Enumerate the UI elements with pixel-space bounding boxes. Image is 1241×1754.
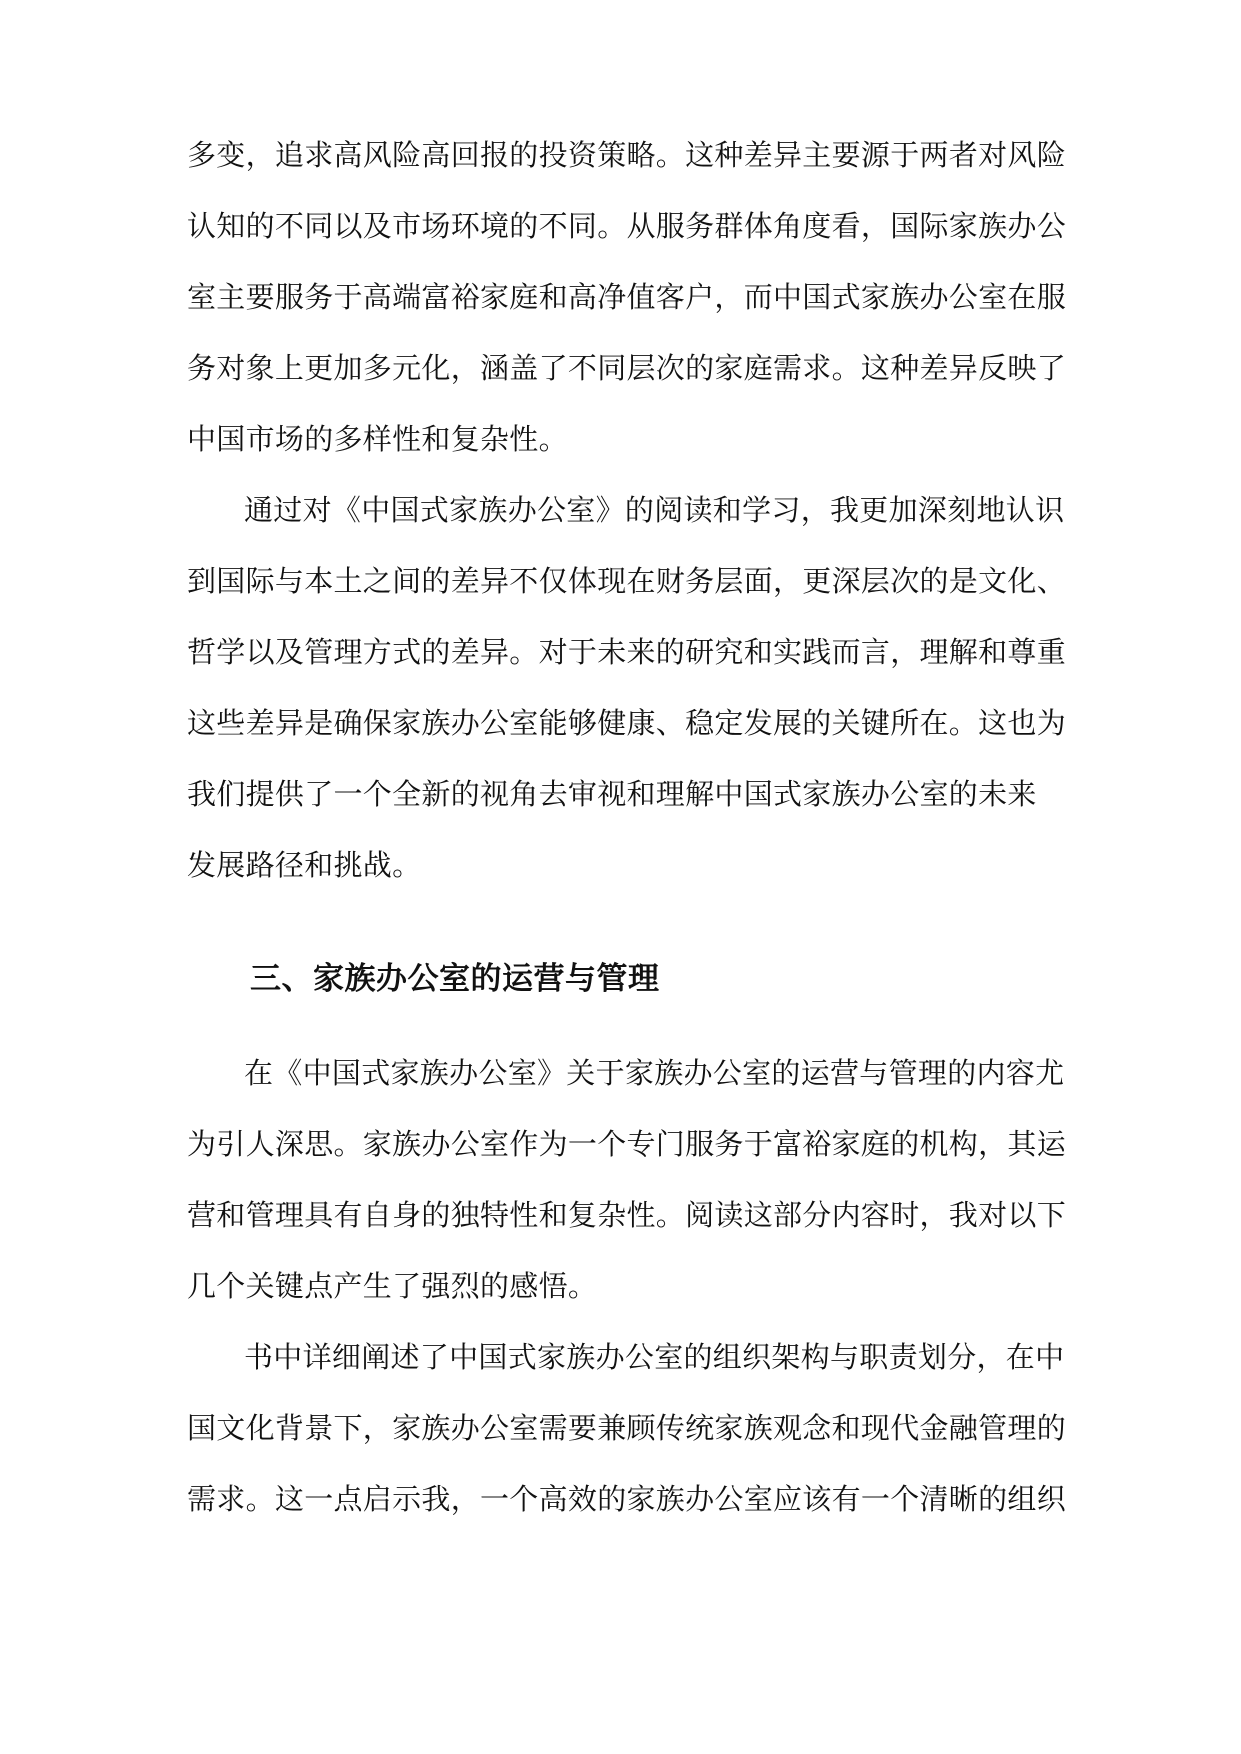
paragraph-line: 到国际与本土之间的差异不仅体现在财务层面，更深层次的是文化、 <box>187 564 1067 598</box>
paragraph-line: 这些差异是确保家族办公室能够健康、稳定发展的关键所在。这也为 <box>187 706 1067 740</box>
paragraph-line: 为引人深思。家族办公室作为一个专门服务于富裕家庭的机构，其运 <box>187 1127 1067 1161</box>
paragraph-line: 认知的不同以及市场环境的不同。从服务群体角度看，国际家族办公 <box>187 209 1067 243</box>
paragraph-line: 国文化背景下，家族办公室需要兼顾传统家族观念和现代金融管理的 <box>187 1411 1067 1445</box>
paragraph-line: 中国市场的多样性和复杂性。 <box>187 422 568 456</box>
section-heading: 三、家族办公室的运营与管理 <box>250 961 660 997</box>
paragraph-line: 室主要服务于高端富裕家庭和高净值客户，而中国式家族办公室在服 <box>187 280 1067 314</box>
paragraph-line: 在《中国式家族办公室》关于家族办公室的运营与管理的内容尤 <box>244 1056 1065 1090</box>
paragraph-line: 多变，追求高风险高回报的投资策略。这种差异主要源于两者对风险 <box>187 138 1067 172</box>
paragraph-line: 需求。这一点启示我，一个高效的家族办公室应该有一个清晰的组织 <box>187 1482 1067 1516</box>
paragraph-line: 书中详细阐述了中国式家族办公室的组织架构与职责划分，在中 <box>244 1340 1065 1374</box>
paragraph-line: 营和管理具有自身的独特性和复杂性。阅读这部分内容时，我对以下 <box>187 1198 1067 1232</box>
paragraph-line: 通过对《中国式家族办公室》的阅读和学习，我更加深刻地认识 <box>244 493 1065 527</box>
paragraph-line: 几个关键点产生了强烈的感悟。 <box>187 1269 598 1303</box>
paragraph-line: 哲学以及管理方式的差异。对于未来的研究和实践而言，理解和尊重 <box>187 635 1067 669</box>
paragraph-line: 我们提供了一个全新的视角去审视和理解中国式家族办公室的未来 <box>187 777 1037 811</box>
paragraph-line: 务对象上更加多元化，涵盖了不同层次的家庭需求。这种差异反映了 <box>187 351 1067 385</box>
paragraph-line: 发展路径和挑战。 <box>187 848 422 882</box>
